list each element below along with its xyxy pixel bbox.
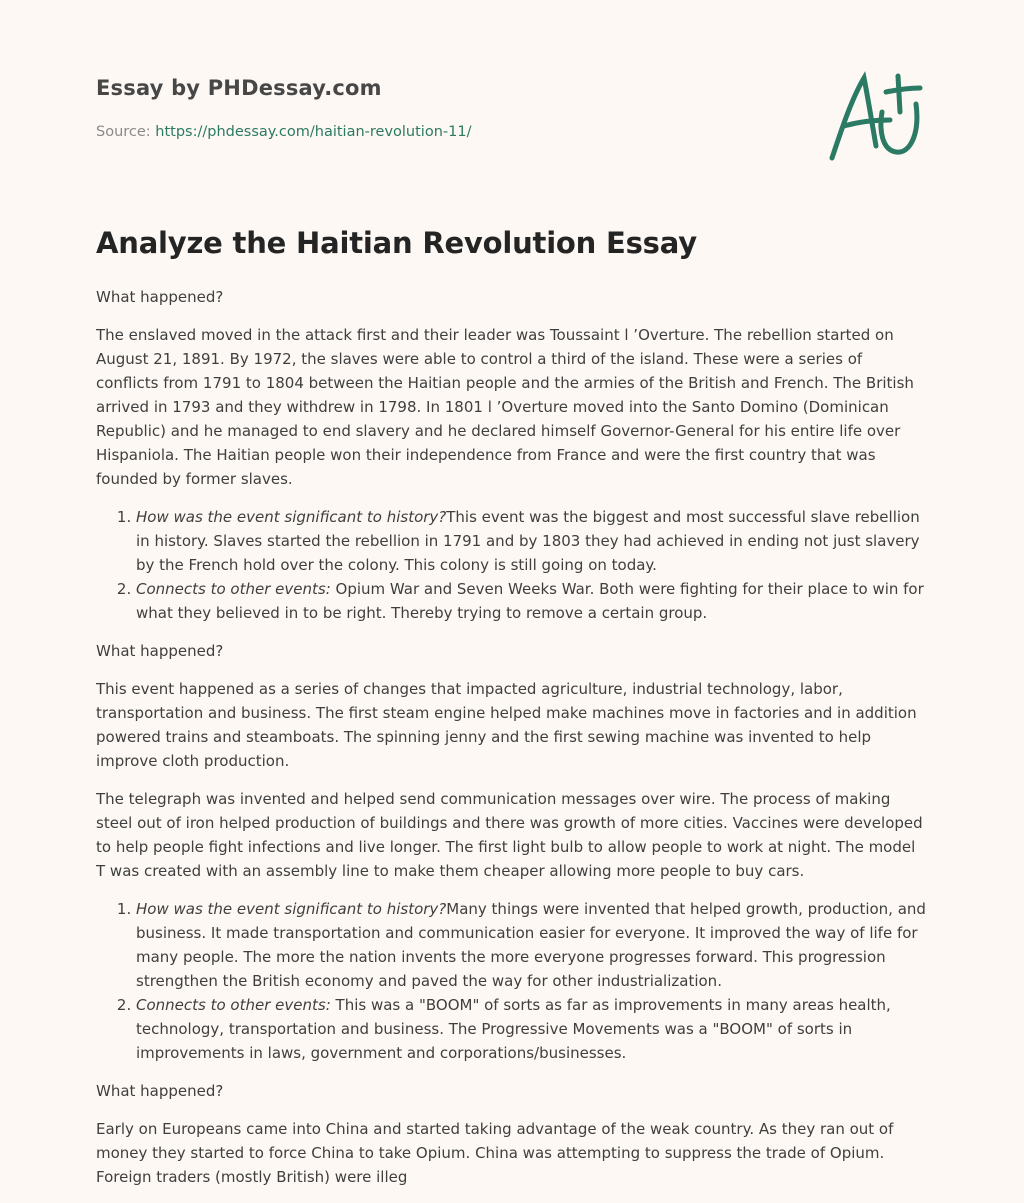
body-paragraph: The telegraph was invented and helped send communication messages over wire. The process of making steel out of iron helped production of buildings and there was growth of more cities. Vaccines were developed to help people fight infections and live longer. The first light bulb to allow people to work at night. The model T was created with an assembly line to make them cheaper allowing more people to buy cars. xyxy=(96,790,923,880)
list-item-label: How was the event significant to history? xyxy=(136,900,447,918)
list-item xyxy=(136,993,928,1065)
list-item xyxy=(136,577,928,625)
document-title: Analyze the Haitian Revolution Essay xyxy=(96,226,697,260)
section-heading: What happened? xyxy=(96,1082,224,1100)
list-item-text: This event was the biggest and most successful slave rebellion in history. Slaves started the rebellion in 1791 and by 1803 they had achieved in ending not just slavery by the French hold over the colony. This colony is still going on today. xyxy=(136,508,920,574)
list-item xyxy=(136,505,928,577)
numbered-list xyxy=(96,505,928,625)
section-heading: What happened? xyxy=(96,288,224,306)
body-paragraph: The enslaved moved in the attack first and their leader was Toussaint l ’Overture. The rebellion started on August 21, 1891. By 1972, the slaves were able to control a third of the island. These were a series of conflicts from 1791 to 1804 between the Haitian people and the armies of the British and French. The British arrived in 1793 and they withdrew in 1798. In 1801 l ’Overture moved into the Santo Domino (Dominican Republic) and he managed to end slavery and he declared himself Governor-General for his entire life over Hispaniola. The Haitian people won their independence from France and were the first country that was founded by former slaves. xyxy=(96,326,914,488)
section-heading: What happened? xyxy=(96,642,224,660)
list-item-text: This was a "BOOM" of sorts as far as improvements in many areas health, technology, transportation and business. The Progressive Movements was a "BOOM" of sorts in improvements in laws, government and corporations/businesses. xyxy=(136,996,891,1062)
list-item xyxy=(136,897,928,993)
body-paragraph: This event happened as a series of changes that impacted agriculture, industrial technology, labor, transportation and business. The first steam engine helped make machines move in factories and in addition powered trains and steamboats. The spinning jenny and the first sewing machine was invented to help improve cloth production. xyxy=(96,680,917,770)
source-line xyxy=(96,124,471,140)
list-item-label: How was the event significant to history? xyxy=(136,508,447,526)
essay-page xyxy=(96,0,928,1186)
site-name: Essay by PHDessay.com xyxy=(96,76,382,100)
numbered-list xyxy=(96,897,928,1065)
list-item-label: Connects to other events: xyxy=(136,580,331,598)
list-item-label: Connects to other events: xyxy=(136,996,331,1014)
page-header xyxy=(96,0,928,200)
source-link[interactable]: https://phdessay.com/haitian-revolution-11/ xyxy=(155,124,472,140)
body-paragraph: Early on Europeans came into China and started taking advantage of the weak country. As they ran out of money they started to force China to take Opium. China was attempting to suppress the trade of Opium. Foreign traders (mostly British) were illeg xyxy=(96,1120,894,1186)
list-item-text: Opium War and Seven Weeks War. Both were fighting for their place to win for what they believed in to be right. Thereby trying to remove a certain group. xyxy=(136,580,924,622)
source-label: Source: xyxy=(96,124,156,140)
essay-body xyxy=(96,285,928,1203)
a-plus-logo xyxy=(824,68,924,164)
list-item-text: Many things were invented that helped growth, production, and business. It made transportation and communication easier for everyone. It improved the way of life for many people. The more the nation invents the more everyone progresses forward. This progression strengthen the British economy and paved the way for other industrialization. xyxy=(136,900,926,990)
